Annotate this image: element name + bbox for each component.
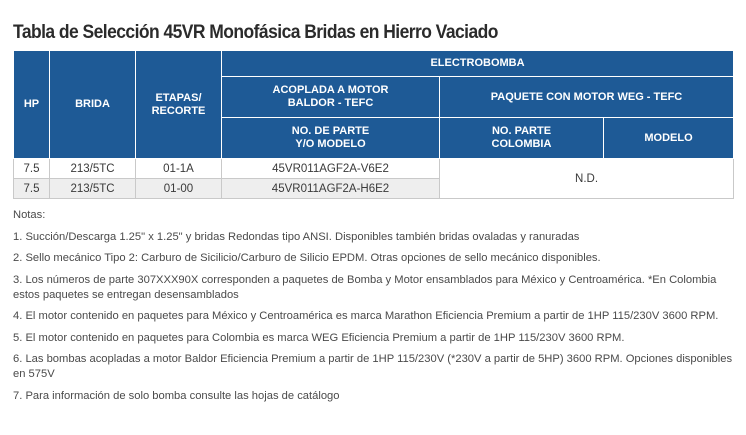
- header-etapas-recorte: ETAPAS/ RECORTE: [136, 51, 222, 159]
- note-item: 7. Para información de solo bomba consulte las hojas de catálogo: [13, 389, 340, 402]
- header-modelo: MODELO: [604, 118, 734, 159]
- header-hp: HP: [14, 51, 50, 159]
- cell-hp: 7.5: [14, 179, 50, 199]
- page-title: Tabla de Selección 45VR Monofásica Bridas en Hierro Vaciado: [13, 22, 498, 43]
- header-no-parte-modelo: [222, 118, 440, 159]
- cell-hp: 7.5: [14, 159, 50, 179]
- header-acoplada-baldor: [222, 77, 440, 118]
- cell-no-parte: 45VR011AGF2A-H6E2: [222, 179, 440, 199]
- note-item: 1. Succión/Descarga 1.25" x 1.25" y bridas Redondas tipo ANSI. Disponibles también bridas ovaladas y ranuradas: [13, 230, 580, 243]
- note-item: 6. Las bombas acopladas a motor Baldor Eficiencia Premium a partir de 1HP 115/230V (*230V a partir de 5HP) 3600 RPM. Opciones disponibles en 575V: [13, 353, 733, 380]
- selection-table: [13, 50, 734, 199]
- notes-heading: Notas:: [13, 209, 46, 221]
- header-electrobomba: ELECTROBOMBA: [222, 51, 734, 77]
- cell-brida: 213/5TC: [50, 159, 136, 179]
- cell-brida: 213/5TC: [50, 179, 136, 199]
- cell-not-available: N.D.: [440, 159, 734, 199]
- cell-etapas: 01-00: [136, 179, 222, 199]
- note-item: 2. Sello mecánico Tipo 2: Carburo de Sicilicio/Carburo de Silicio EPDM. Otras opciones de sello mecánico disponibles.: [13, 252, 601, 264]
- header-no-parte-colombia: [440, 118, 604, 159]
- notes-section: [13, 208, 735, 410]
- note-item: 3. Los números de parte 307XXX90X corresponden a paquetes de Bomba y Motor ensamblados para México y Centroamérica. *En Colombia estos paquetes se entregan desensamblados: [13, 273, 717, 301]
- cell-no-parte: 45VR011AGF2A-V6E2: [222, 159, 440, 179]
- note-item: 4. El motor contenido en paquetes para México y Centroamérica es marca Marathon Eficiencia Premium a partir de 1HP 115/230V 3600 RPM.: [13, 310, 719, 322]
- cell-etapas: 01-1A: [136, 159, 222, 179]
- header-no-parte-colombia-text: NO. PARTE COLOMBIA: [491, 125, 552, 150]
- note-item: 5. El motor contenido en paquetes para Colombia es marca WEG Eficiencia Premium a partir de 1HP 115/230V 3600 RPM.: [13, 331, 625, 344]
- header-brida: BRIDA: [50, 51, 136, 159]
- table-row: [14, 159, 734, 179]
- header-no-parte-modelo-text: NO. DE PARTE Y/O MODELO: [291, 125, 370, 150]
- header-paquete-weg: PAQUETE CON MOTOR WEG - TEFC: [440, 77, 734, 118]
- header-acoplada-baldor-text: ACOPLADA A MOTOR BALDOR - TEFC: [272, 84, 389, 109]
